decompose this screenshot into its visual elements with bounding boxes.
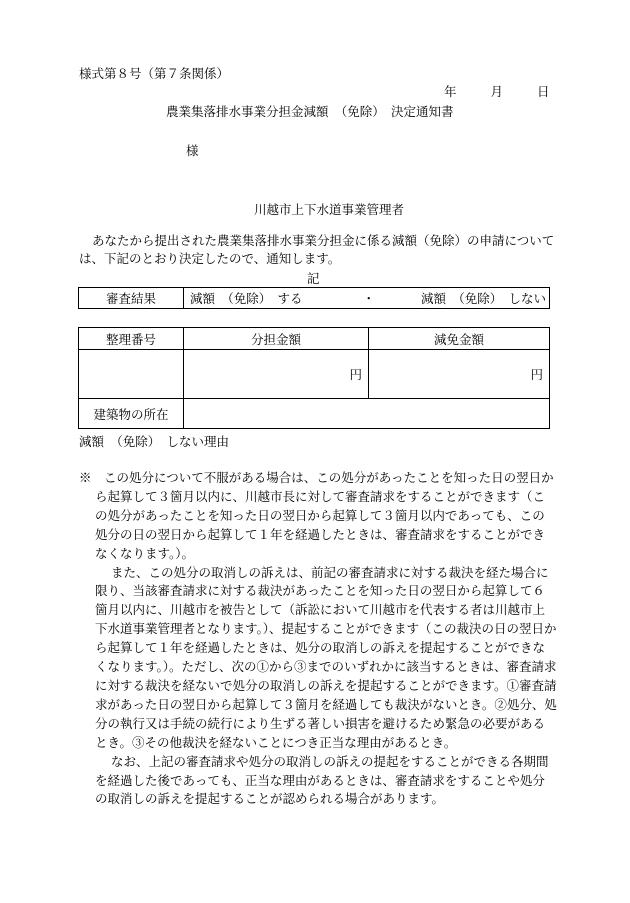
charge-cell[interactable] [184, 350, 369, 399]
reason-label: 減額 （免除） しない理由 [79, 434, 230, 449]
result-options [184, 288, 550, 309]
detail-table [78, 327, 550, 429]
addressee-suffix: 様 [186, 143, 199, 158]
date-line: 年 月 日 [444, 84, 550, 99]
issuer-name: 川越市上下水道事業管理者 [254, 202, 405, 217]
yen-unit: 円 [349, 367, 362, 382]
ki-heading: 記 [307, 271, 320, 286]
header-charge: 分担金額 [184, 328, 369, 350]
document-title: 農業集落排水事業分担金減額 （免除） 決定通知書 [166, 104, 454, 119]
yen-unit: 円 [530, 367, 543, 382]
notice-mark: ※ [79, 470, 92, 485]
header-reduction: 減免金額 [369, 328, 550, 350]
notice-paragraph-1 [79, 469, 557, 564]
result-label: 審査結果 [79, 288, 184, 309]
appeal-notice [79, 469, 557, 809]
notice-paragraph-3: なお、上記の審査請求や処分の取消しの訴えの提起をすることができる各期間を経過した後であっても、正当な理由があるときは、審査請求をすることや処分の取消しの訴えを提起することが認められる場合があります。 [95, 753, 549, 807]
building-location-label: 建築物の所在 [79, 399, 184, 429]
serial-cell[interactable] [79, 350, 184, 399]
notice-paragraph-2: また、この処分の取消しの訴えは、前記の審査請求に対する裁決を経た場合に限り、当該審査請求に対する裁決があったことを知った日の翌日から起算して６箇月以内に、川越市を被告として（訴訟において川越市を代表する者は川越市上下水道事業管理者となります。）、提起することができます（この裁決の日の翌日から起算して１年を経過したときは、処分の取消しの訴えを提起することができなくなります。）。ただし、次の①から③までのいずれかに該当するときは、審査請求に対する裁決を経ないで処分の取消しの訴えを提起することができます。①審査請求があった日の翌日から起算して３箇月を経過しても裁決がないとき。②処分、処分の執行又は手続の続行により生ずる著しい損害を避けるため緊急の必要があるとき。③その他裁決を経ないことにつき正当な理由があるとき。 [95, 564, 557, 750]
building-location-cell[interactable] [184, 399, 550, 429]
form-number: 様式第８号（第７条関係） [79, 66, 230, 81]
intro-text: あなたから提出された農業集落排水事業分担金に係る減額（免除）の申請については、下記のとおり決定したので、通知します。 [79, 233, 555, 266]
result-table [78, 287, 550, 309]
header-serial: 整理番号 [79, 328, 184, 350]
option-separator: ・ [362, 291, 376, 306]
option-deny[interactable]: 減額 （免除） しない [421, 291, 547, 306]
option-approve[interactable]: 減額 （免除） する [190, 291, 303, 306]
reduction-cell[interactable] [369, 350, 550, 399]
notice-paragraph-1-text: この処分について不服がある場合は、この処分があったことを知った日の翌日から起算して３箇月以内に、川越市長に対して審査請求をすることができます（この処分があったことを知った日の翌日から起算して３箇月以内であっても、この処分の日の翌日から起算して１年を経過したときは、審査請求をすることができなくなります。）。 [95, 470, 554, 561]
